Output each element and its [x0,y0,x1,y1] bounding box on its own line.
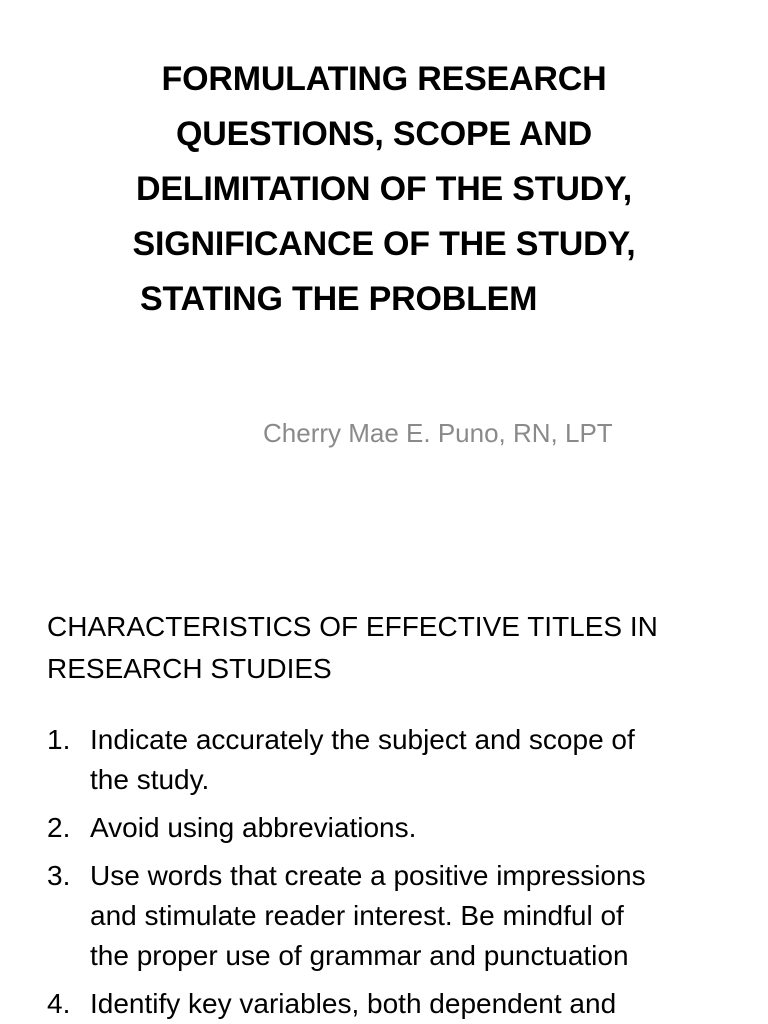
title-line: STATING THE PROBLEM [140,280,538,318]
list-number: 4. [47,988,71,1019]
list-item [47,984,747,1024]
list-item-text: the study. [90,764,210,795]
criteria-list [47,720,747,1024]
list-item [47,808,747,848]
title-line: DELIMITATION OF THE STUDY, [136,170,632,208]
list-item-text: Use words that create a positive impressions [90,860,646,891]
author-name: Cherry Mae E. Puno, RN, LPT [263,418,613,448]
content-slide [0,576,768,1024]
heading-line: CHARACTERISTICS OF EFFECTIVE TITLES IN [47,611,658,642]
list-number: 2. [47,812,71,843]
list-number: 1. [47,724,71,755]
list-item-text: Identify key variables, both dependent and [90,988,617,1019]
title-line: FORMULATING RESEARCH [161,60,607,98]
title-line: SIGNIFICANCE OF THE STUDY, [132,225,636,263]
list-item [47,856,747,976]
list-item-text: Avoid using abbreviations. [90,812,417,843]
list-item-text: Indicate accurately the subject and scope of [90,724,635,755]
slide-title [84,52,684,327]
list-item-text: and stimulate reader interest. Be mindful of [90,900,624,931]
title-line: QUESTIONS, SCOPE AND [175,115,593,153]
list-number: 3. [47,860,71,891]
heading-line: RESEARCH STUDIES [47,653,332,684]
section-heading [47,606,737,690]
list-item [47,720,747,800]
list-item-text: the proper use of grammar and punctuation [90,940,629,971]
